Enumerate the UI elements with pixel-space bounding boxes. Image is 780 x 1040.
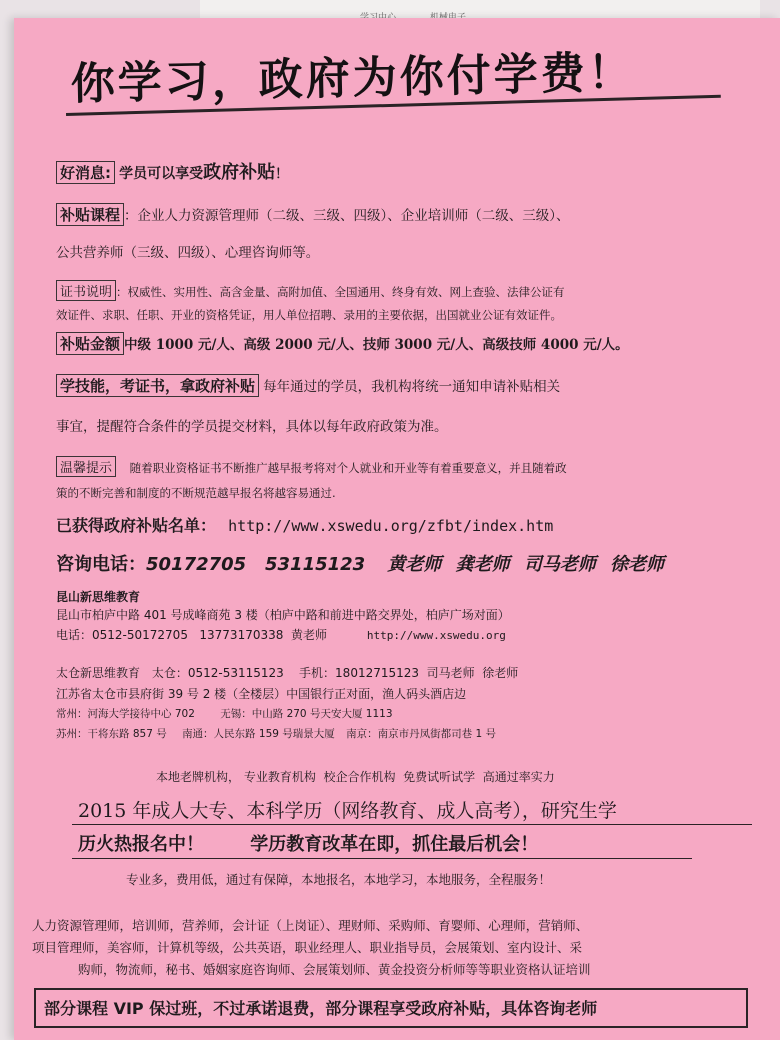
phone-label: 咨询电话： xyxy=(56,554,146,575)
degree-line-2 xyxy=(78,830,538,856)
learn-label: 学技能，考证书，拿政府补贴 xyxy=(56,374,259,397)
courses-line xyxy=(56,203,570,226)
tips-text: 随着职业资格证书不断推广越早报考将对个人就业和开业等有着重要意义，并且随着政 xyxy=(129,461,567,475)
kunshan-name: 昆山新思维教育 xyxy=(56,590,141,604)
training-line-2: 项目管理师，美容师，计算机等级，公共英语，职业经理人、职业指导员，会展策划、室内设计、采 xyxy=(32,940,583,955)
courses-text-2: 公共营养师（三级、四级）、心理咨询师等。 xyxy=(56,245,320,261)
tips-line xyxy=(56,456,567,477)
degree-line-1: 2015 年成人大专、本科学历（网络教育、成人高考），研究生学 xyxy=(78,800,617,822)
taicang-name: 太仓新思维教育 xyxy=(56,666,141,680)
good-news-label: 好消息: xyxy=(56,161,115,184)
subsidy-list-label: 已获得政府补贴名单： xyxy=(56,516,217,535)
tips-text-2: 策的不断完善和制度的不断规范越早报名将越容易通过. xyxy=(56,486,336,500)
branch-line-2 xyxy=(56,726,496,741)
certificate-text-2: 效证件、求职、任职、开业的资格凭证，用人单位招聘、录用的主要依据，出国就业公证有效证件。 xyxy=(56,308,562,322)
learn-text: 每年通过的学员，我机构将统一通知申请补贴相关 xyxy=(263,379,561,395)
branch-line-1 xyxy=(56,706,393,721)
good-news-line xyxy=(56,158,288,184)
kunshan-address: 昆山市柏庐中路 401 号成峰商苑 3 楼（柏庐中路和前进中路交界处，柏庐广场对面） xyxy=(56,608,510,622)
subsidy-list-line xyxy=(56,513,553,536)
learn-line xyxy=(56,374,560,397)
certificate-line xyxy=(56,280,565,301)
amount-label: 补贴金额 xyxy=(56,332,124,355)
certificate-label: 证书说明 xyxy=(56,280,116,301)
degree-line-2a: 历火热报名中！ xyxy=(78,834,204,855)
branch-suzhou: 苏州：干将东路 857 号 xyxy=(56,728,167,740)
learn-text-2: 事宜，提醒符合条件的学员提交材料，具体以每年政府政策为准。 xyxy=(56,419,448,435)
branch-nanjing: 南京：南京市丹凤街都司巷 1 号 xyxy=(346,728,496,740)
degree-underline-1 xyxy=(72,824,752,825)
taicang-contact: 太仓：0512-53115123 手机：18012715123 司马老师 徐老师 xyxy=(151,666,519,680)
certificate-text: ：权威性、实用性、高含金量、高附加值、全国通用、终身有效、网上查验、法律公证有 xyxy=(116,285,565,299)
subsidy-list-url[interactable]: http://www.xswedu.org/zfbt/index.htm xyxy=(228,517,554,535)
phone-teachers: 黄老师 龚老师 司马老师 徐老师 xyxy=(387,554,665,575)
slogan: 本地老牌机构， 专业教育机构 校企合作机构 免费试听试学 高通过率实力 xyxy=(156,770,555,784)
features: 专业多，费用低，通过有保障，本地报名，本地学习，本地服务，全程服务！ xyxy=(126,872,552,887)
vip-text: 部分课程 VIP 保过班，不过承诺退费，部分课程享受政府补贴，具体咨询老师 xyxy=(44,999,598,1018)
kunshan-contact: 电话：0512-50172705 13773170338 黄老师 xyxy=(56,628,328,642)
amount-text: 中级 1000 元/人、高级 2000 元/人、技师 3000 元/人、高级技师 4000 元/人。 xyxy=(124,337,629,353)
degree-underline-2 xyxy=(72,858,692,859)
taicang-line xyxy=(56,664,518,681)
good-news-tail: ！ xyxy=(275,167,289,182)
good-news-emph: 政府补贴 xyxy=(203,162,276,183)
courses-text: ：企业人力资源管理师（二级、三级、四级）、企业培训师（二级、三级）、 xyxy=(124,208,570,224)
kunshan-contact-line xyxy=(56,626,506,643)
branch-wuxi: 无锡：中山路 270 号天安大厦 1113 xyxy=(220,708,393,720)
amount-line xyxy=(56,332,629,355)
training-line-1: 人力资源管理师，培训师，营养师，会计证（上岗证）、理财师、采购师、育婴师、心理师，营销师、 xyxy=(32,918,589,933)
training-line-3: 购师，物流师，秘书、婚姻家庭咨询师、会展策划师、黄金投资分析师等等职业资格认证培训 xyxy=(78,962,591,977)
flyer xyxy=(14,18,780,1040)
kunshan-url[interactable]: http://www.xswedu.org xyxy=(366,629,506,642)
flyer-title: 你学习，政府为你付学费！ xyxy=(70,47,636,110)
branch-changzhou: 常州：河海大学接待中心 702 xyxy=(56,708,195,720)
taicang-address: 江苏省太仓市县府街 39 号 2 楼（全楼层）中国银行正对面，渔人码头酒店边 xyxy=(56,687,467,701)
branch-nantong: 南通：人民东路 159 号瑞景大厦 xyxy=(182,728,335,740)
degree-line-2b: 学历教育改革在即，抓住最后机会！ xyxy=(250,834,539,855)
tips-label: 温馨提示 xyxy=(56,456,116,477)
good-news-text: 学员可以享受 xyxy=(119,166,204,182)
courses-label: 补贴课程 xyxy=(56,203,124,226)
phone-numbers: 50172705 53115123 xyxy=(146,554,366,575)
phone-line xyxy=(56,550,664,576)
